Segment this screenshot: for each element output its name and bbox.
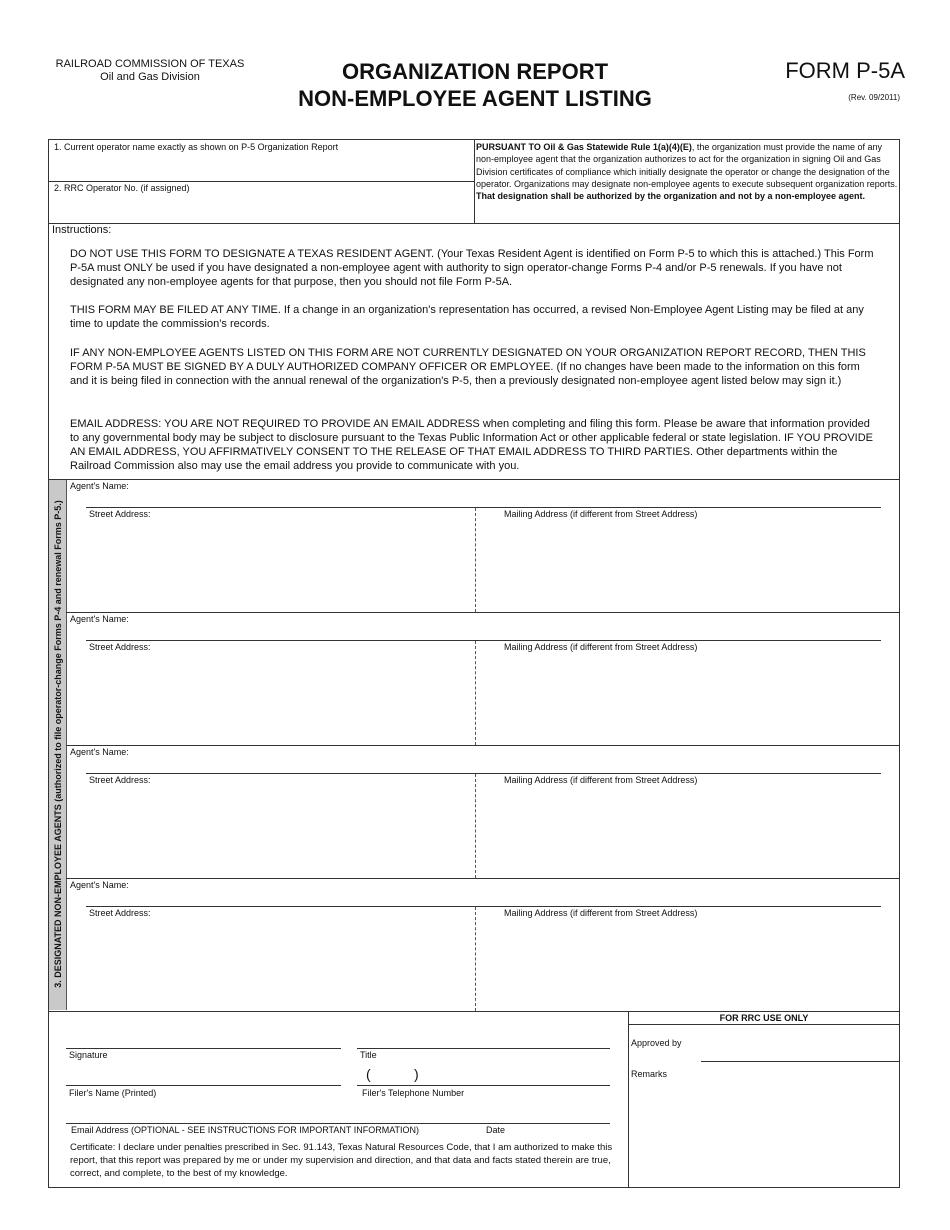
mailing-address-field[interactable]: Mailing Address (if different from Street Address) — [504, 509, 698, 519]
pursuant-tail: That designation shall be authorized by the organization and not by a non-employee agent. — [476, 191, 866, 202]
agent-name-label: Agent's Name: — [70, 614, 129, 624]
agent-block-bottom — [66, 878, 900, 879]
agent-name-label: Agent's Name: — [70, 747, 129, 757]
instruction-paragraph: THIS FORM MAY BE FILED AT ANY TIME. If a change in an organization's representation has occurred, a revised Non-Employee Agent Listing may be filed at any time to update the commission’s records. — [70, 304, 864, 330]
pursuant-lead: PURSUANT TO Oil & Gas Statewide Rule 1(a)(4)(E) — [476, 142, 692, 152]
operator-name-field[interactable]: 1. Current operator name exactly as shown on P-5 Organization Report — [54, 142, 339, 152]
email-label: Email Address (OPTIONAL - SEE INSTRUCTIONS FOR IMPORTANT INFORMATION) — [71, 1125, 420, 1135]
agent-name-field[interactable] — [86, 773, 881, 774]
top-section-bottom — [48, 223, 900, 224]
instructions-label: Instructions: — [52, 224, 112, 236]
top-divider — [474, 139, 475, 223]
instructions-bottom — [48, 479, 900, 480]
instruction-paragraph: EMAIL ADDRESS: YOU ARE NOT REQUIRED TO PROVIDE AN EMAIL ADDRESS when completing and filing this form. Please be aware that information provided to any governmental body may be subject to disclosure pursuant to the Texas Public Information Act or other applicable federal or state legislation. IF YOU PROVIDE AN EMAIL ADDRESS, YOU AFFIRMATIVELY CONSENT TO THE RELEASE OF THAT EMAIL ADDRESS TO THIRD PARTIES. Other departments within the Railroad Commission also may use the email address you provide to communicate with you. — [70, 418, 874, 472]
agency-header — [50, 58, 250, 84]
rrc-use-header: FOR RRC USE ONLY — [719, 1013, 809, 1023]
street-address-field[interactable]: Street Address: — [89, 775, 151, 785]
street-address-field[interactable]: Street Address: — [89, 509, 151, 519]
signature-field[interactable] — [66, 1048, 341, 1049]
filer-phone-field[interactable] — [357, 1085, 610, 1086]
mailing-address-field[interactable]: Mailing Address (if different from Street Address) — [504, 642, 698, 652]
agent-name-field[interactable] — [86, 906, 881, 907]
phone-paren-close: ) — [414, 1066, 419, 1082]
approved-by-field[interactable] — [701, 1061, 900, 1062]
rrc-header-divider — [628, 1024, 900, 1025]
agent-block-bottom — [66, 612, 900, 613]
title-line-1: ORGANIZATION REPORT — [341, 59, 609, 84]
phone-paren-open: ( — [366, 1066, 371, 1082]
rrc-box-divider — [628, 1011, 629, 1188]
signature-label: Signature — [69, 1050, 108, 1060]
filer-phone-label: Filer's Telephone Number — [362, 1088, 465, 1098]
agent-name-label: Agent's Name: — [70, 880, 129, 890]
filer-name-field[interactable] — [66, 1085, 341, 1086]
address-divider — [475, 641, 476, 745]
agents-section-label: 3. DESIGNATED NON-EMPLOYEE AGENTS (authorized to file operator-change Forms P-4 and renewal Forms P-5.) — [53, 500, 63, 988]
title-field[interactable] — [357, 1048, 610, 1049]
page-title — [260, 58, 690, 112]
agents-section-sidebar — [49, 480, 67, 1010]
form-revision: (Rev. 09/2011) — [848, 93, 900, 102]
form-id: FORM P-5A — [785, 58, 905, 83]
certificate-text: Certificate: I declare under penalties prescribed in Sec. 91.143, Texas Natural Resources Code, that I am authorized to make this report, that this report was prepared by me or under my supervision and direction, and that data and facts stated therein are true, correct, and complete, to the best of my knowledge. — [70, 1142, 613, 1179]
form-frame — [48, 139, 900, 1188]
agency-name: RAILROAD COMMISSION OF TEXAS — [55, 58, 245, 70]
title-label: Title — [360, 1050, 377, 1060]
agency-division: Oil and Gas Division — [100, 71, 200, 83]
street-address-field[interactable]: Street Address: — [89, 908, 151, 918]
title-line-2: NON-EMPLOYEE AGENT LISTING — [298, 86, 652, 111]
mailing-address-field[interactable]: Mailing Address (if different from Street Address) — [504, 775, 698, 785]
pursuant-text — [476, 141, 898, 202]
agent-name-label: Agent's Name: — [70, 481, 129, 491]
remarks-label: Remarks — [631, 1069, 668, 1079]
filer-name-label: Filer's Name (Printed) — [69, 1088, 157, 1098]
address-divider — [475, 508, 476, 612]
mailing-address-field[interactable]: Mailing Address (if different from Street Address) — [504, 908, 698, 918]
email-date-field[interactable] — [66, 1123, 610, 1124]
instruction-paragraph: IF ANY NON-EMPLOYEE AGENTS LISTED ON THIS FORM ARE NOT CURRENTLY DESIGNATED ON YOUR ORGANIZATION REPORT RECORD, THEN THIS FORM P-5A MUST BE SIGNED BY A DULY AUTHORIZED COMPANY OFFICER OR EMPLOYEE. (If no changes have been made to the information on this form and it is being filed in connection with the annual renewal of the organization's P-5, then a previously designated non-employee agent listed below may sign it.) — [70, 347, 866, 387]
approved-by-label: Approved by — [631, 1038, 682, 1048]
operator-number-field[interactable]: 2. RRC Operator No. (if assigned) — [54, 183, 190, 193]
date-label: Date — [486, 1125, 506, 1135]
pursuant-body: , the organization must provide the name of any non-employee agent that the organization authorizes to act for the organization in signing Oil and Gas Division certificates of compliance which initially designate the operator or change the designation of the operator. Organizations may designate non-employee agents to execute subsequent organization reports. — [476, 142, 898, 189]
address-divider — [475, 907, 476, 1011]
address-divider — [475, 774, 476, 878]
street-address-field[interactable]: Street Address: — [89, 642, 151, 652]
agent-name-field[interactable] — [86, 640, 881, 641]
instruction-paragraph: DO NOT USE THIS FORM TO DESIGNATE A TEXAS RESIDENT AGENT. (Your Texas Resident Agent is identified on Form P-5 to which this is attached.) This Form P-5A must ONLY be used if you have designated a non-employee agent with authority to sign operator-change Forms P-4 and/or P-5 renewals. If you have not designated any non-employee agents for that purpose, then you should not file Form P-5A. — [70, 248, 874, 288]
agent-block-bottom — [66, 745, 900, 746]
agents-section-bottom — [48, 1011, 900, 1012]
agent-name-field[interactable] — [86, 507, 881, 508]
operator-field-divider — [48, 181, 474, 182]
